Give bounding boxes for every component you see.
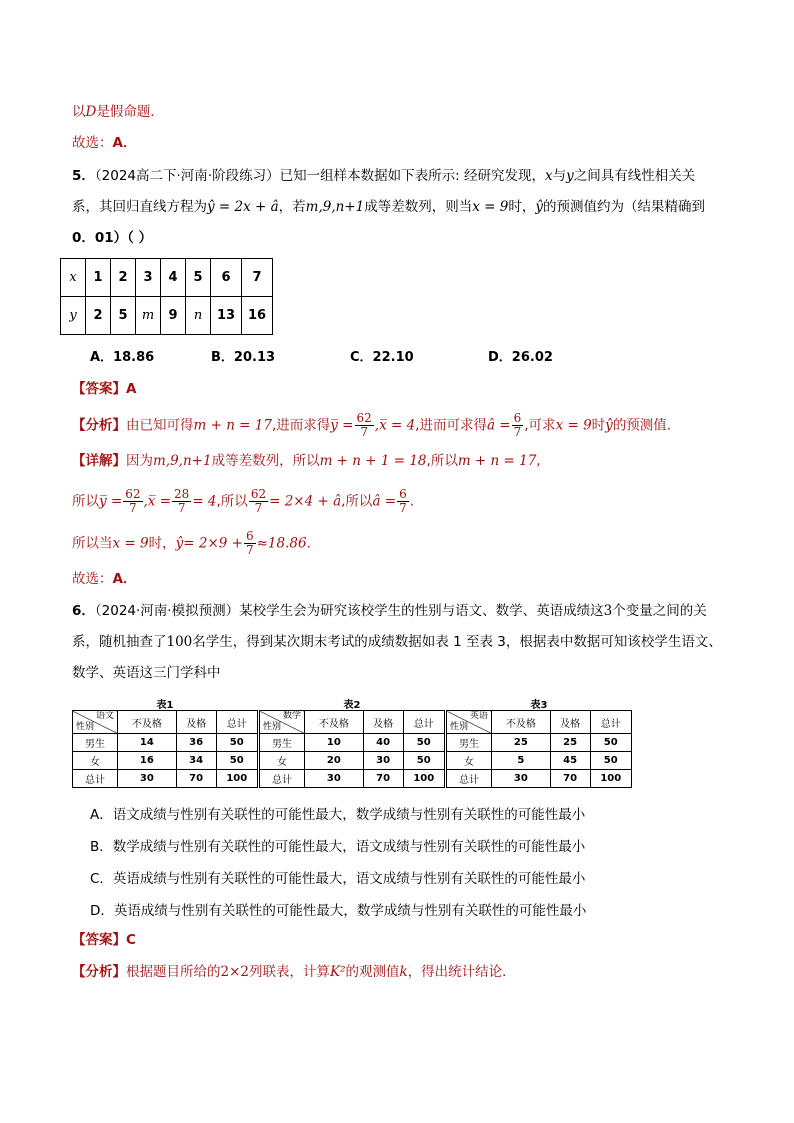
q6-line3: 数学、英语这三门学科中	[72, 665, 221, 681]
q6-line1: 6．（2024·河南·模拟预测）某校学生会为研究该校学生的性别与语文、数学、英语成绩这3个变量之间的关	[72, 603, 707, 619]
q5-answer: 【答案】A	[72, 381, 137, 397]
fraction-62-7: $\frac{62}{7}$	[356, 411, 372, 439]
table-row: 男生 10 40 50	[260, 734, 445, 752]
table-row: 男生 14 36 50	[73, 734, 258, 752]
q6-option-a[interactable]: A．语文成绩与性别有关联性的可能性最大，数学成绩与性别有关联性的可能性最小	[90, 807, 586, 823]
q5-line2: 系，其回归直线方程为ŷ = 2x + â，若m,9,n+1成等差数列，则当x = 9时，ŷ的预测值约为（结果精确到	[72, 199, 705, 215]
q5-line3: 0．01）（ ）	[72, 230, 153, 246]
q5-option-a[interactable]: A．18.86	[90, 350, 155, 365]
table3-corner: 英语 性别	[447, 711, 492, 734]
fraction-6-7: $\frac{6}{7}$	[513, 411, 522, 439]
table-row: 总计 30 70 100	[260, 770, 445, 788]
q5-option-c[interactable]: C．22.10	[350, 350, 414, 365]
table1-corner: 语文 性别	[73, 711, 118, 734]
q5-detail-line3: 所以当x = 9时，ŷ= 2×9 + $\frac{6}{7}$ ≈18.86.	[72, 529, 311, 557]
q5-analysis: 【分析】由已知可得m + n = 17,进而求得y̅ = $\frac{62}{7}$ ,x̅ = 4,进而可求得â = $\frac{6}{7}$ ,可求x = 9时ŷ的预测值.	[72, 411, 672, 439]
table-row: 总计 30 70 100	[73, 770, 258, 788]
q5-option-d[interactable]: D．26.02	[488, 350, 553, 365]
q5-detail-line1: 【详解】因为m,9,n+1成等差数列，所以m + n + 1 = 18,所以m + n = 17,	[72, 453, 541, 469]
table-row-y: y 2 5 m 9 n 13 16	[61, 297, 273, 335]
table2-corner: 数学 性别	[260, 711, 305, 734]
table2-title: 表2	[343, 700, 361, 711]
table-row: 女 5 45 50	[447, 752, 632, 770]
q6-option-c[interactable]: C．英语成绩与性别有关联性的可能性最大，语文成绩与性别有关联性的可能性最小	[90, 871, 586, 887]
table1: 语文 性别 不及格 及格 总计 男生 14 36 50 女 16 34 50 总计 30 70 100	[72, 710, 258, 788]
q6-option-d[interactable]: D．英语成绩与性别有关联性的可能性最大，数学成绩与性别有关联性的可能性最小	[90, 903, 587, 919]
table2: 数学 性别 不及格 及格 总计 男生 10 40 50 女 20 30 50 总计 30 70 100	[259, 710, 445, 788]
table3-title: 表3	[530, 700, 548, 711]
table-row: 男生 25 25 50	[447, 734, 632, 752]
q5-option-b[interactable]: B．20.13	[211, 350, 276, 365]
q5-data-table	[60, 258, 273, 335]
table-row: 女 16 34 50	[73, 752, 258, 770]
choose-line-q5: 故选：A．	[72, 571, 137, 587]
table1-title: 表1	[156, 700, 174, 711]
table-row: 女 20 30 50	[260, 752, 445, 770]
q6-option-b[interactable]: B．数学成绩与性别有关联性的可能性最大，语文成绩与性别有关联性的可能性最小	[90, 839, 586, 855]
q6-analysis: 【分析】根据题目所给的2×2列联表，计算K²的观测值k，得出统计结论．	[72, 964, 516, 980]
choose-line-top: 故选：A．	[72, 135, 137, 151]
q5-detail-line2: 所以y̅ = $\frac{62}{7}$ ,x̅ = $\frac{28}{7}$ = 4,所以 $\frac{62}{7}$ = 2×4 + â,所以â = $\frac{6}{7}$ .	[72, 487, 415, 515]
table-row-x: x 1 2 3 4 5 6 7	[61, 259, 273, 297]
q6-answer: 【答案】C	[72, 932, 136, 948]
table-row: 总计 30 70 100	[447, 770, 632, 788]
conclusion-line: 以D是假命题．	[72, 104, 164, 120]
q6-line2: 系，随机抽查了100名学生，得到某次期末考试的成绩数据如表 1 至表 3，根据表中数据可知该校学生语文、	[72, 634, 722, 650]
table3: 英语 性别 不及格 及格 总计 男生 25 25 50 女 5 45 50 总计 30 70 100	[446, 710, 632, 788]
q5-line1: 5．（2024高二下·河南·阶段练习）已知一组样本数据如下表所示: 经研究发现，x与y之间具有线性相关关	[72, 168, 696, 184]
